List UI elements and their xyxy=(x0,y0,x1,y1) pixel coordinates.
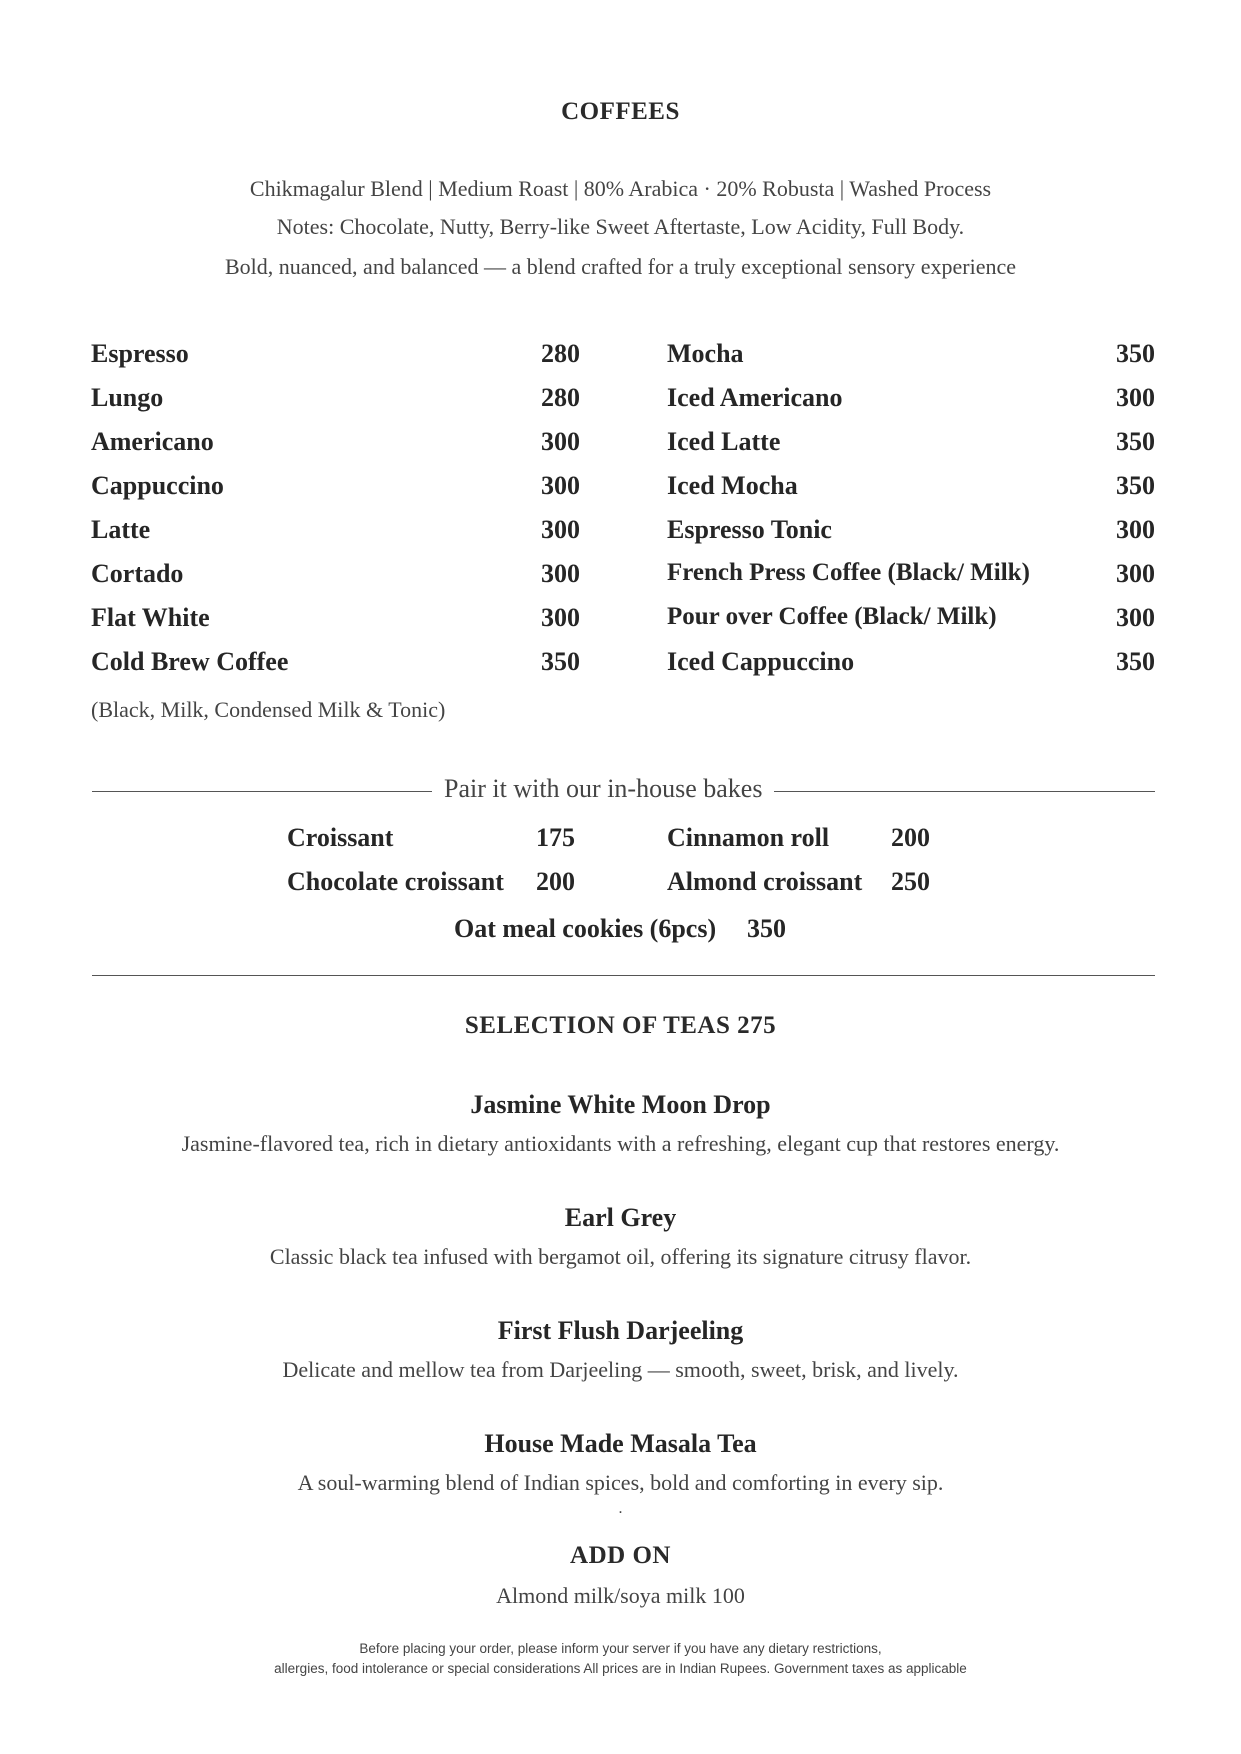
tea-name: First Flush Darjeeling xyxy=(497,1316,744,1345)
menu-item-name: Espresso Tonic xyxy=(667,515,832,544)
menu-item-name: Chocolate croissant xyxy=(287,867,504,896)
menu-item-name: Cappuccino xyxy=(91,471,224,500)
menu-item-name: Mocha xyxy=(667,339,744,368)
menu-item-price: 350 xyxy=(1116,427,1155,456)
menu-item-name: Almond croissant xyxy=(667,867,863,896)
menu-item-price: 300 xyxy=(541,471,580,500)
menu-item-price: 350 xyxy=(541,647,580,676)
tea-description: Classic black tea infused with bergamot oil, offering its signature citrusy flavor. xyxy=(269,1244,972,1269)
menu-item-price: 350 xyxy=(1116,339,1155,368)
coffees-title: COFFEES xyxy=(561,98,680,125)
menu-item-price: 300 xyxy=(1116,559,1155,588)
bakes-section-label: Pair it with our in-house bakes xyxy=(432,774,774,804)
menu-item-name: Latte xyxy=(91,515,151,544)
menu-item-price: 250 xyxy=(891,867,930,896)
menu-item-price: 280 xyxy=(541,339,580,368)
menu-item-price: 300 xyxy=(1116,515,1155,544)
footer-disclaimer-line-1: Before placing your order, please inform your server if you have any dietary restrictions, xyxy=(359,1641,882,1656)
menu-item-price: 300 xyxy=(541,515,580,544)
tea-description: Delicate and mellow tea from Darjeeling — smooth, sweet, brisk, and lively. xyxy=(282,1357,959,1382)
tea-description: Jasmine-flavored tea, rich in dietary antioxidants with a refreshing, elegant cup that restores energy. xyxy=(181,1131,1060,1156)
tea-name: Jasmine White Moon Drop xyxy=(470,1090,771,1119)
menu-item-name: Cold Brew Coffee xyxy=(91,647,289,676)
menu-item-price: 175 xyxy=(536,823,575,852)
menu-item-name: Iced Mocha xyxy=(667,471,798,500)
menu-item-price: 200 xyxy=(536,867,575,896)
addon-text: Almond milk/soya milk 100 xyxy=(496,1583,745,1608)
menu-item-price: 300 xyxy=(541,559,580,588)
menu-item-price: 350 xyxy=(1116,471,1155,500)
addon-title: ADD ON xyxy=(570,1542,671,1569)
menu-item-name: Iced Americano xyxy=(667,383,843,412)
menu-item-name: Oat meal cookies (6pcs) xyxy=(454,914,717,943)
coffee-blend-line: Chikmagalur Blend | Medium Roast | 80% Arabica · 20% Robusta | Washed Process xyxy=(249,176,992,201)
menu-item-name: Americano xyxy=(91,427,214,456)
menu-item-name: Iced Cappuccino xyxy=(667,647,855,676)
separator-dot: . xyxy=(618,1500,623,1517)
cold-brew-options-note: (Black, Milk, Condensed Milk & Tonic) xyxy=(91,697,446,722)
menu-item-price: 300 xyxy=(541,427,580,456)
menu-item-price: 350 xyxy=(1116,647,1155,676)
menu-item-name: Pour over Coffee (Black/ Milk) xyxy=(667,603,997,630)
tea-name: House Made Masala Tea xyxy=(484,1429,757,1458)
footer-disclaimer-line-2: allergies, food intolerance or special considerations All prices are in Indian Rupees. Government taxes as applicable xyxy=(274,1661,967,1676)
menu-item-name: Croissant xyxy=(287,823,394,852)
menu-item-price: 300 xyxy=(1116,383,1155,412)
teas-divider-line xyxy=(92,975,1155,976)
menu-item-name: Cortado xyxy=(91,559,184,588)
menu-item-name: French Press Coffee (Black/ Milk) xyxy=(667,559,1030,586)
tea-description: A soul-warming blend of Indian spices, bold and comforting in every sip. xyxy=(297,1470,944,1495)
coffee-description-line: Bold, nuanced, and balanced — a blend crafted for a truly exceptional sensory experience xyxy=(224,254,1017,279)
menu-item-price: 200 xyxy=(891,823,930,852)
menu-item-name: Lungo xyxy=(91,383,164,412)
menu-item-price: 350 xyxy=(747,914,786,943)
menu-item-price: 300 xyxy=(541,603,580,632)
menu-item-name: Iced Latte xyxy=(667,427,781,456)
menu-item-name: Flat White xyxy=(91,603,210,632)
coffee-notes-line: Notes: Chocolate, Nutty, Berry-like Sweet Aftertaste, Low Acidity, Full Body. xyxy=(276,214,965,239)
menu-item-name: Espresso xyxy=(91,339,189,368)
tea-name: Earl Grey xyxy=(564,1203,677,1232)
teas-title: SELECTION OF TEAS 275 xyxy=(464,1012,777,1039)
menu-item-price: 300 xyxy=(1116,603,1155,632)
menu-item-price: 280 xyxy=(541,383,580,412)
menu-item-name: Cinnamon roll xyxy=(667,823,830,852)
